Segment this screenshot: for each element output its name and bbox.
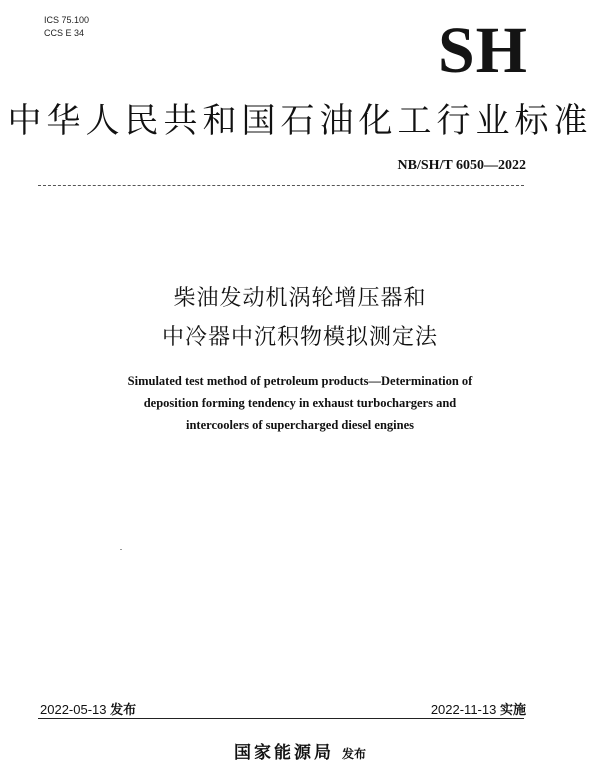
standard-number: NB/SH/T 6050—2022 — [397, 158, 526, 173]
ics-code: ICS 75.100 — [44, 15, 90, 25]
implementation-date-value: 2022-11-13 — [430, 702, 497, 717]
issue-date-value: 2022-05-13 — [40, 702, 107, 717]
scan-speck — [120, 549, 122, 550]
english-title-line-1: Simulated test method of petroleum products—Determination of — [127, 374, 473, 388]
organization-title: 中华人民共和国石油化工行业标准 — [7, 101, 593, 141]
footer-divider — [38, 718, 524, 719]
chinese-title-line-2: 中冷器中沉积物模拟测定法 — [161, 325, 438, 350]
english-title — [40, 370, 560, 436]
sh-logo: SH — [437, 14, 528, 87]
implementation-date — [431, 699, 526, 718]
implementation-date-label: 实施 — [499, 702, 526, 717]
publisher — [0, 738, 600, 763]
chinese-title-line-1: 柴油发动机涡轮增压器和 — [173, 286, 427, 311]
english-title-line-3: intercoolers of supercharged diesel engines — [186, 418, 414, 432]
english-title-line-2: deposition forming tendency in exhaust turbochargers and — [143, 396, 457, 410]
publisher-action: 发布 — [341, 747, 366, 761]
publisher-name: 国家能源局 — [233, 743, 334, 763]
issue-date-label: 发布 — [110, 702, 137, 717]
issue-date — [40, 699, 136, 718]
classification-codes — [44, 14, 89, 40]
header-divider — [38, 185, 524, 186]
ccs-code: CCS E 34 — [44, 28, 85, 38]
